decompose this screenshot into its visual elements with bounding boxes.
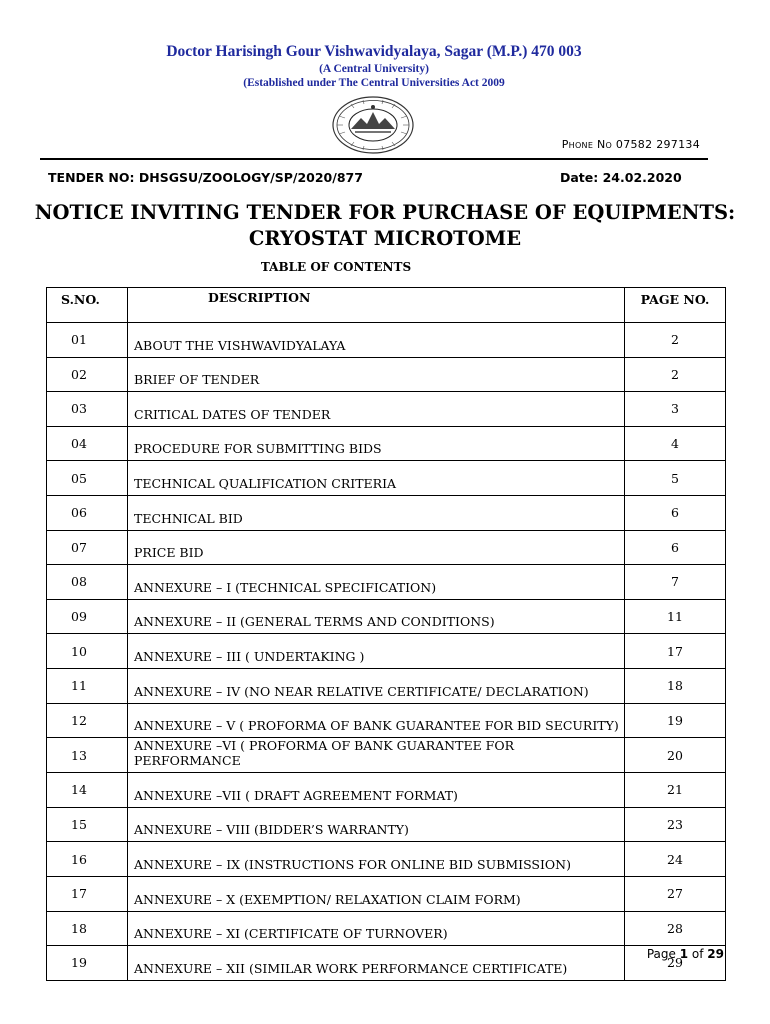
footer-prefix: Page [646, 947, 676, 961]
row-description: ANNEXURE – XII (SIMILAR WORK PERFORMANCE CERTIFICATE) [128, 946, 625, 981]
notice-title-line1: NOTICE INVITING TENDER FOR PURCHASE OF EQUIPMENTS: [34, 201, 736, 224]
toc-title [0, 260, 770, 274]
header-description: DESCRIPTION [128, 288, 625, 323]
header-page: PAGE NO. [625, 288, 726, 323]
row-page: 2 [625, 357, 726, 392]
row-page: 17 [625, 634, 726, 669]
row-description: TECHNICAL QUALIFICATION CRITERIA [128, 461, 625, 496]
table-row [47, 773, 726, 808]
table-row [47, 876, 726, 911]
row-description: PROCEDURE FOR SUBMITTING BIDS [128, 426, 625, 461]
row-page: 18 [625, 668, 726, 703]
row-page: 4 [625, 426, 726, 461]
row-sno: 07 [47, 530, 128, 565]
row-page: 7 [625, 565, 726, 600]
table-row [47, 426, 726, 461]
row-description: ANNEXURE – XI (CERTIFICATE OF TURNOVER) [128, 911, 625, 946]
row-page: 19 [625, 703, 726, 738]
row-sno: 14 [47, 773, 128, 808]
row-sno: 10 [47, 634, 128, 669]
row-description: ANNEXURE – VIII (BIDDER’S WARRANTY) [128, 807, 625, 842]
row-sno: 11 [47, 668, 128, 703]
row-sno: 15 [47, 807, 128, 842]
table-row [47, 495, 726, 530]
row-page: 24 [625, 842, 726, 877]
row-description: ANNEXURE – IV (NO NEAR RELATIVE CERTIFICATE/ DECLARATION) [128, 668, 625, 703]
row-page: 29 [625, 946, 726, 981]
table-row [47, 842, 726, 877]
page-footer [647, 947, 724, 961]
toc-header-row [47, 288, 726, 323]
row-sno: 16 [47, 842, 128, 877]
row-description: BRIEF OF TENDER [128, 357, 625, 392]
table-row [47, 530, 726, 565]
row-description: ANNEXURE – I (TECHNICAL SPECIFICATION) [128, 565, 625, 600]
row-sno: 09 [47, 599, 128, 634]
row-page: 20 [625, 738, 726, 773]
row-sno: 02 [47, 357, 128, 392]
tender-date: Date: 24.02.2020 [560, 170, 682, 185]
table-row [47, 807, 726, 842]
row-page: 6 [625, 530, 726, 565]
row-sno: 17 [47, 876, 128, 911]
table-row [47, 461, 726, 496]
footer-current-page: 1 [679, 947, 689, 961]
university-emblem-icon [331, 96, 415, 154]
row-description: TECHNICAL BID [128, 495, 625, 530]
row-page: 2 [625, 323, 726, 358]
row-description: ANNEXURE – IX (INSTRUCTIONS FOR ONLINE BID SUBMISSION) [128, 842, 625, 877]
row-page: 21 [625, 773, 726, 808]
row-description: ANNEXURE – X (EXEMPTION/ RELAXATION CLAIM FORM) [128, 876, 625, 911]
row-sno: 04 [47, 426, 128, 461]
toc-title-text: TABLE OF CONTENTS [260, 260, 412, 274]
row-page: 28 [625, 911, 726, 946]
row-description: ANNEXURE –VI ( PROFORMA OF BANK GUARANTEE FOR PERFORMANCE [128, 738, 625, 773]
table-row [47, 323, 726, 358]
university-establishment: (Established under The Central Universities Act 2009 [243, 77, 505, 89]
row-description: ABOUT THE VISHWAVIDYALAYA [128, 323, 625, 358]
row-description: CRITICAL DATES OF TENDER [128, 392, 625, 427]
row-description: ANNEXURE – III ( UNDERTAKING ) [128, 634, 625, 669]
row-description: ANNEXURE –VII ( DRAFT AGREEMENT FORMAT) [128, 773, 625, 808]
row-sno: 08 [47, 565, 128, 600]
row-sno: 03 [47, 392, 128, 427]
header-divider [40, 158, 708, 160]
row-sno: 05 [47, 461, 128, 496]
table-row [47, 911, 726, 946]
row-sno: 06 [47, 495, 128, 530]
table-row [47, 946, 726, 981]
notice-title [0, 200, 770, 252]
phone-number: Phone No 07582 297134 [561, 138, 700, 151]
toc-table [46, 287, 726, 981]
table-row [47, 599, 726, 634]
table-row [47, 668, 726, 703]
table-row [47, 565, 726, 600]
row-sno: 18 [47, 911, 128, 946]
university-name: Doctor Harisingh Gour Vishwavidyalaya, Sagar (M.P.) 470 003 [166, 43, 582, 60]
table-row [47, 703, 726, 738]
table-row [47, 357, 726, 392]
row-page: 23 [625, 807, 726, 842]
row-description: ANNEXURE – V ( PROFORMA OF BANK GUARANTEE FOR BID SECURITY) [128, 703, 625, 738]
tender-number: TENDER NO: DHSGSU/ZOOLOGY/SP/2020/877 [48, 170, 363, 185]
row-page: 5 [625, 461, 726, 496]
row-description: ANNEXURE – II (GENERAL TERMS AND CONDITIONS) [128, 599, 625, 634]
row-page: 6 [625, 495, 726, 530]
table-row [47, 392, 726, 427]
university-subtitle: (A Central University) [319, 63, 429, 75]
footer-of: of [691, 947, 704, 961]
row-sno: 13 [47, 738, 128, 773]
table-row [47, 738, 726, 773]
notice-title-line2: CRYOSTAT MICROTOME [248, 227, 522, 250]
row-sno: 01 [47, 323, 128, 358]
row-sno: 12 [47, 703, 128, 738]
row-page: 27 [625, 876, 726, 911]
row-page: 11 [625, 599, 726, 634]
table-row [47, 634, 726, 669]
row-sno: 19 [47, 946, 128, 981]
row-page: 3 [625, 392, 726, 427]
header-sno: S.NO. [47, 288, 128, 323]
row-description: PRICE BID [128, 530, 625, 565]
footer-total-pages: 29 [707, 947, 724, 961]
